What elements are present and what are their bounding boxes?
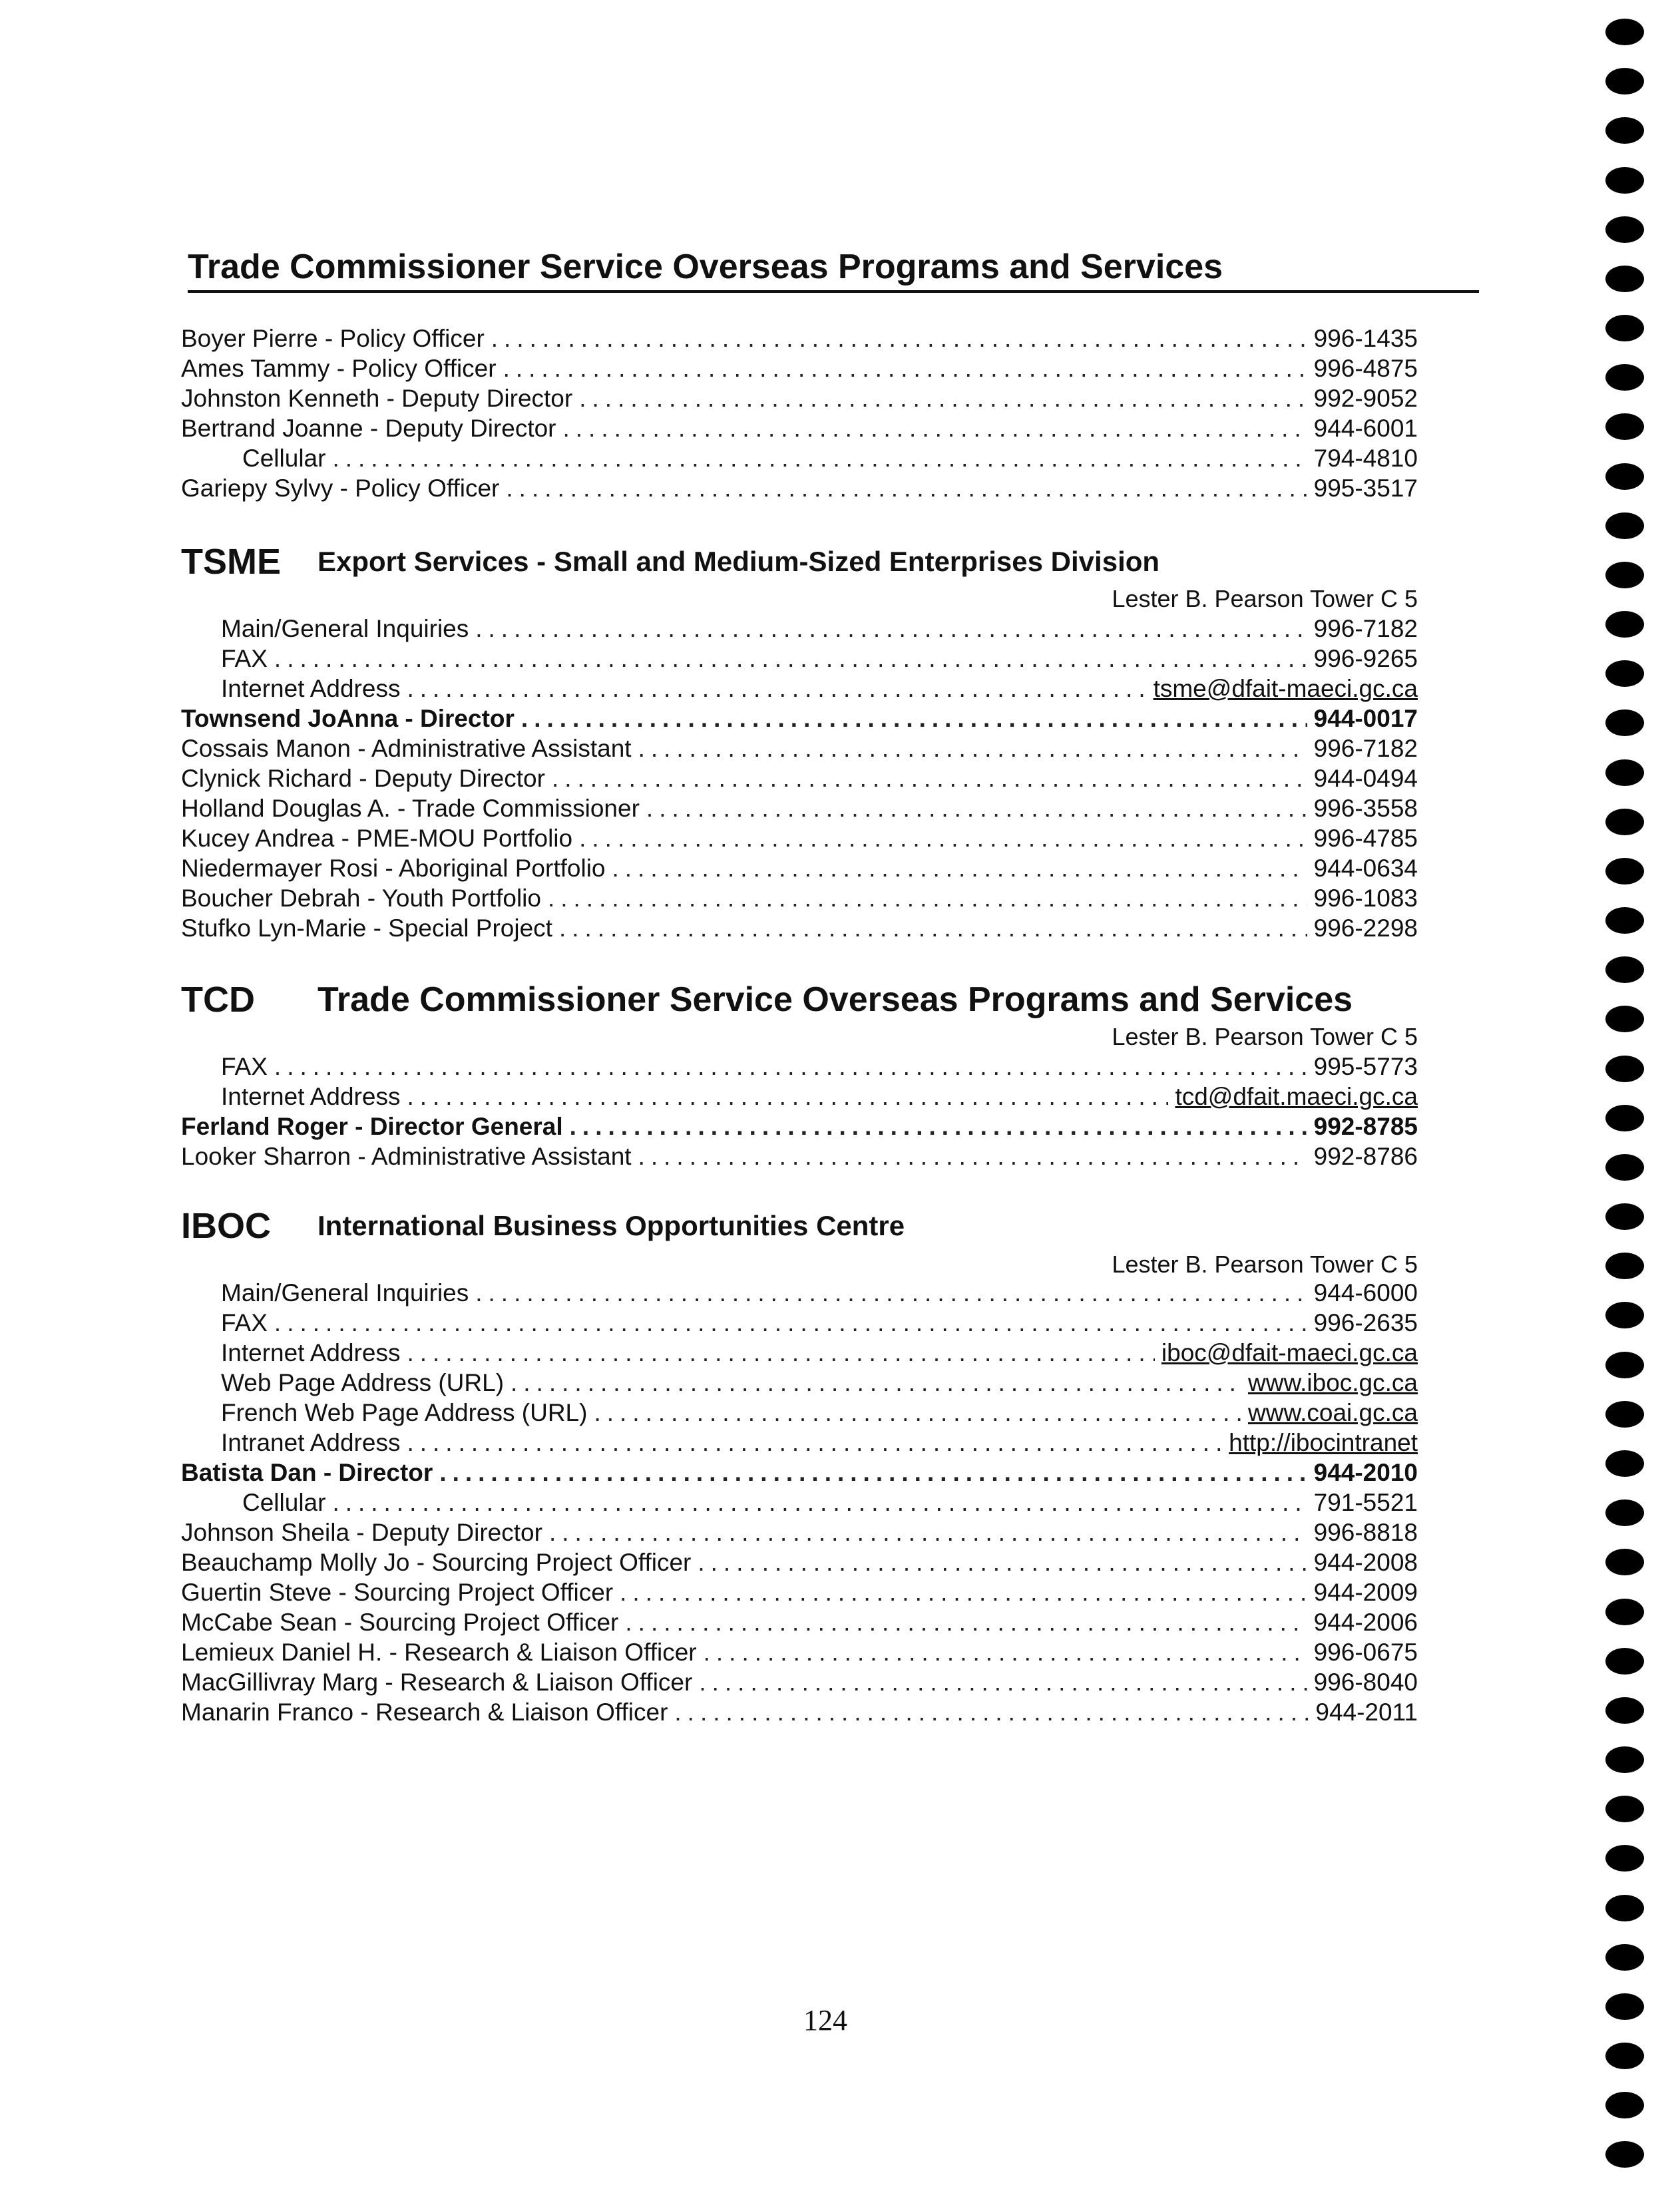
section-heading-tsme: TSME Export Services - Small and Medium-Sized Enterprises Division xyxy=(181,542,1160,582)
list-item: Main/General Inquiries ..... 944-6000 xyxy=(181,1278,1418,1308)
list-item: Johnston Kenneth - Deputy Director ..... 992-9052 xyxy=(181,383,1418,413)
binder-hole xyxy=(1605,19,1644,45)
web-link[interactable]: www.iboc.gc.ca xyxy=(1248,1369,1418,1396)
binder-hole xyxy=(1605,2092,1644,2118)
binder-hole xyxy=(1605,1450,1644,1477)
list-item: MacGillivray Marg - Research & Liaison Officer ..... 996-8040 xyxy=(181,1667,1418,1697)
binder-hole xyxy=(1605,413,1644,440)
binder-hole xyxy=(1605,1253,1644,1279)
section-heading-tcd: TCD Trade Commissioner Service Overseas Programs and Services xyxy=(181,980,1353,1020)
list-item: Web Page Address (URL) ..... www.iboc.gc.ca xyxy=(181,1368,1418,1398)
list-item: Holland Douglas A. - Trade Commissioner ..... 996-3558 xyxy=(181,793,1418,823)
section-address: Lester B. Pearson Tower C 5 xyxy=(1112,1023,1418,1050)
email-link[interactable]: tcd@dfait.maeci.gc.ca xyxy=(1175,1083,1418,1110)
binder-hole xyxy=(1605,562,1644,588)
binder-holes xyxy=(1605,19,1648,2168)
list-item: Batista Dan - Director ..... 944-2010 xyxy=(181,1458,1418,1488)
binder-hole xyxy=(1605,611,1644,638)
list-item: Intranet Address ..... http://ibocintranet xyxy=(181,1428,1418,1458)
list-item: Cossais Manon - Administrative Assistant ..... 996-7182 xyxy=(181,733,1418,763)
binder-hole xyxy=(1605,117,1644,144)
list-item: Townsend JoAnna - Director ..... 944-0017 xyxy=(181,703,1418,733)
binder-hole xyxy=(1605,759,1644,786)
list-item: FAX ..... 996-9265 xyxy=(181,644,1418,674)
binder-hole xyxy=(1605,68,1644,95)
binder-hole xyxy=(1605,858,1644,885)
binder-hole xyxy=(1605,1352,1644,1378)
binder-hole xyxy=(1605,1056,1644,1082)
binder-hole xyxy=(1605,167,1644,194)
web-link[interactable]: www.coai.gc.ca xyxy=(1248,1399,1418,1426)
page-title: Trade Commissioner Service Overseas Programs and Services xyxy=(188,245,1479,293)
binder-hole xyxy=(1605,1599,1644,1625)
binder-hole xyxy=(1605,1993,1644,2020)
binder-hole xyxy=(1605,907,1644,934)
binder-hole xyxy=(1605,2043,1644,2069)
list-item: Lemieux Daniel H. - Research & Liaison Officer ..... 996-0675 xyxy=(181,1637,1418,1667)
binder-hole xyxy=(1605,956,1644,983)
binder-hole xyxy=(1605,315,1644,341)
list-item: Guertin Steve - Sourcing Project Officer ..... 944-2009 xyxy=(181,1577,1418,1607)
list-item: FAX ..... 996-2635 xyxy=(181,1308,1418,1338)
list-item: Beauchamp Molly Jo - Sourcing Project Officer ..... 944-2008 xyxy=(181,1547,1418,1577)
binder-hole xyxy=(1605,1203,1644,1230)
list-item: Niedermayer Rosi - Aboriginal Portfolio ..... 944-0634 xyxy=(181,853,1418,883)
binder-hole xyxy=(1605,1006,1644,1032)
binder-hole xyxy=(1605,660,1644,687)
section-heading-iboc: IBOC International Business Opportunities Centre xyxy=(181,1206,905,1246)
binder-hole xyxy=(1605,1697,1644,1724)
list-item: Internet Address ..... iboc@dfait-maeci.gc.ca xyxy=(181,1338,1418,1368)
binder-hole xyxy=(1605,1746,1644,1773)
list-item: Cellular ..... 794-4810 xyxy=(181,443,1418,473)
iboc-entries-list xyxy=(181,1278,1418,1727)
list-item: Cellular ..... 791-5521 xyxy=(181,1488,1418,1517)
binder-hole xyxy=(1605,266,1644,292)
email-link[interactable]: tsme@dfait-maeci.gc.ca xyxy=(1153,675,1418,702)
binder-hole xyxy=(1605,216,1644,243)
binder-hole xyxy=(1605,1549,1644,1575)
binder-hole xyxy=(1605,1401,1644,1428)
list-item: Boucher Debrah - Youth Portfolio ..... 996-1083 xyxy=(181,883,1418,913)
list-item: Johnson Sheila - Deputy Director ..... 996-8818 xyxy=(181,1517,1418,1547)
list-item: McCabe Sean - Sourcing Project Officer ..... 944-2006 xyxy=(181,1607,1418,1637)
email-link[interactable]: iboc@dfait-maeci.gc.ca xyxy=(1161,1339,1418,1366)
binder-hole xyxy=(1605,809,1644,835)
intranet-link[interactable]: http://ibocintranet xyxy=(1229,1429,1418,1456)
list-item: Boyer Pierre - Policy Officer ..... 996-1435 xyxy=(181,323,1418,353)
list-item: Clynick Richard - Deputy Director ..... 944-0494 xyxy=(181,763,1418,793)
list-item: Manarin Franco - Research & Liaison Officer ..... 944-2011 xyxy=(181,1697,1418,1727)
binder-hole xyxy=(1605,463,1644,490)
list-item: Kucey Andrea - PME-MOU Portfolio ..... 996-4785 xyxy=(181,823,1418,853)
section-address: Lester B. Pearson Tower C 5 xyxy=(1112,585,1418,612)
tcd-entries-list xyxy=(181,1052,1418,1171)
list-item: Ames Tammy - Policy Officer ..... 996-4875 xyxy=(181,353,1418,383)
top-entries-list xyxy=(181,323,1418,503)
binder-hole xyxy=(1605,1895,1644,1921)
binder-hole xyxy=(1605,364,1644,391)
binder-hole xyxy=(1605,2141,1644,2168)
list-item: Ferland Roger - Director General ..... 992-8785 xyxy=(181,1111,1418,1141)
list-item: Internet Address ..... tsme@dfait-maeci.gc.ca xyxy=(181,674,1418,703)
binder-hole xyxy=(1605,1105,1644,1131)
page-number: 124 xyxy=(803,2004,847,2037)
list-item: Main/General Inquiries ..... 996-7182 xyxy=(181,614,1418,644)
list-item: Stufko Lyn-Marie - Special Project ..... 996-2298 xyxy=(181,913,1418,943)
binder-hole xyxy=(1605,1154,1644,1181)
binder-hole xyxy=(1605,512,1644,539)
binder-hole xyxy=(1605,1845,1644,1872)
binder-hole xyxy=(1605,709,1644,736)
tsme-entries-list xyxy=(181,614,1418,943)
list-item: FAX ..... 995-5773 xyxy=(181,1052,1418,1082)
section-address: Lester B. Pearson Tower C 5 xyxy=(1112,1251,1418,1278)
list-item: Internet Address ..... tcd@dfait.maeci.gc.ca xyxy=(181,1082,1418,1111)
binder-hole xyxy=(1605,1796,1644,1822)
list-item: Looker Sharron - Administrative Assistant ..... 992-8786 xyxy=(181,1141,1418,1171)
binder-hole xyxy=(1605,1302,1644,1328)
list-item: French Web Page Address (URL) ..... www.coai.gc.ca xyxy=(181,1398,1418,1428)
list-item: Bertrand Joanne - Deputy Director ..... 944-6001 xyxy=(181,413,1418,443)
binder-hole xyxy=(1605,1648,1644,1675)
binder-hole xyxy=(1605,1499,1644,1526)
list-item: Gariepy Sylvy - Policy Officer ..... 995-3517 xyxy=(181,473,1418,503)
binder-hole xyxy=(1605,1944,1644,1971)
